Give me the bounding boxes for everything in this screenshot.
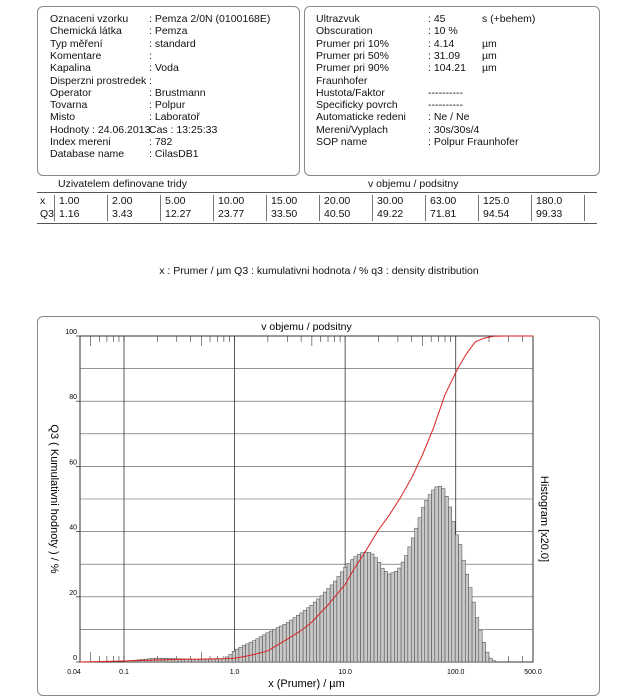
info-label: Hodnoty : 24.06.2013 xyxy=(50,123,151,136)
info-unit: µm xyxy=(482,62,497,75)
table-divider xyxy=(160,195,161,221)
table-divider xyxy=(425,195,426,221)
histogram-bar xyxy=(317,599,320,662)
info-label: Tovarna xyxy=(50,99,88,112)
histogram-bar xyxy=(448,507,451,662)
table-cell-q3: 3.43 xyxy=(112,208,133,220)
table-cell-q3: 94.54 xyxy=(483,208,510,220)
info-value: : xyxy=(149,49,152,62)
info-label: Prumer pri 50% xyxy=(316,49,389,62)
table-cell-x: 125.0 xyxy=(483,195,510,207)
info-value: : CilasDB1 xyxy=(149,148,199,161)
histogram-bar xyxy=(489,658,492,662)
histogram-bar xyxy=(354,557,357,662)
histogram-bar xyxy=(374,557,377,662)
chart-title: v objemu / podsitny xyxy=(261,321,352,333)
table-cell-q3: 71.81 xyxy=(430,208,457,220)
info-value: : Polpur xyxy=(149,99,186,112)
histogram-bar xyxy=(452,521,455,662)
info-row xyxy=(316,99,463,112)
histogram-bar xyxy=(337,576,340,662)
info-value: : Pemza xyxy=(149,25,188,38)
x-axis-label: x (Prumer) / µm xyxy=(268,678,345,690)
table-cell-x: 5.00 xyxy=(165,195,186,207)
y-tick-label: 40 xyxy=(69,524,77,532)
info-row xyxy=(316,86,463,99)
histogram-bar xyxy=(367,552,370,662)
info-unit: µm xyxy=(482,49,497,62)
histogram-bar xyxy=(269,631,272,662)
histogram-bar xyxy=(300,613,303,662)
table-cell-q3: 23.77 xyxy=(218,208,245,220)
row-label-x: x xyxy=(40,195,46,207)
table-divider xyxy=(54,195,55,221)
histogram-bar xyxy=(492,661,495,662)
x-tick-label: 1.0 xyxy=(229,669,240,676)
sample-info-panel xyxy=(37,6,300,176)
info-label: Typ měření xyxy=(50,37,103,50)
histogram-bar xyxy=(391,573,394,662)
info-value: ---------- xyxy=(428,99,463,112)
info-unit: µm xyxy=(482,37,497,50)
histogram-bar xyxy=(394,571,397,662)
histogram-bar xyxy=(323,592,326,662)
histogram-bar xyxy=(421,507,424,662)
histogram-bar xyxy=(290,620,293,662)
info-label: Kapalina xyxy=(50,62,91,75)
histogram-bar xyxy=(465,574,468,662)
histogram-bar xyxy=(212,659,215,662)
x-tick-label: 500.0 xyxy=(524,669,542,676)
x-tick-label: 0.1 xyxy=(119,669,129,676)
table-divider xyxy=(213,195,214,221)
y-tick-label: 60 xyxy=(69,459,77,467)
histogram-bar xyxy=(398,568,401,662)
y-tick-label: 100 xyxy=(65,329,77,336)
table-title-left: Uzivatelem definovane tridy xyxy=(58,178,187,190)
table-divider xyxy=(107,195,108,221)
info-row xyxy=(50,37,196,50)
info-row xyxy=(316,37,497,50)
info-value: : 4.14 xyxy=(428,37,455,50)
histogram-bar xyxy=(225,657,228,662)
histogram-bar xyxy=(259,637,262,662)
x-tick-label: 100.0 xyxy=(446,669,465,676)
histogram-bar xyxy=(168,659,171,662)
histogram-bar xyxy=(462,560,465,662)
histogram-bar xyxy=(472,602,475,662)
info-value: : 782 xyxy=(149,136,173,148)
info-value: : 30s/30s/4 xyxy=(428,123,480,136)
info-value: : Laboratoř xyxy=(149,111,200,124)
histogram-bar xyxy=(198,659,201,662)
info-value: : 45 xyxy=(428,13,446,25)
histogram-bar xyxy=(283,624,286,662)
histogram-bar xyxy=(486,652,489,662)
info-value: ---------- xyxy=(428,86,463,99)
table-cell-x: 10.00 xyxy=(218,195,245,207)
table-cell-x: 2.00 xyxy=(112,195,133,207)
histogram-bar xyxy=(442,489,445,662)
table-cell-q3: 49.22 xyxy=(377,208,404,220)
histogram-bar xyxy=(256,639,259,662)
info-label: Komentare xyxy=(50,49,102,62)
table-cell-x: 15.00 xyxy=(271,195,298,207)
info-label: Misto xyxy=(50,111,76,124)
histogram-bar xyxy=(357,554,360,662)
histogram-bar xyxy=(364,552,367,662)
table-divider xyxy=(584,195,585,221)
histogram-bar xyxy=(408,547,411,662)
histogram-bar xyxy=(455,535,458,662)
histogram-bar xyxy=(401,562,404,662)
x-tick-label: 10.0 xyxy=(338,669,352,676)
info-label: Disperzni prostredek xyxy=(50,74,147,87)
info-label: Specificky povrch xyxy=(316,99,398,112)
measurement-info-panel xyxy=(304,6,600,176)
histogram-bar xyxy=(381,568,384,662)
table-title-right: v objemu / podsitny xyxy=(368,178,459,190)
histogram-bar xyxy=(438,486,441,662)
table-divider xyxy=(478,195,479,221)
info-row xyxy=(316,49,497,62)
table-divider xyxy=(266,195,267,221)
chart-legend-text: x : Prumer / µm Q3 : kumulativni hodnota / % q3 : density distribution xyxy=(159,265,479,277)
histogram-bar xyxy=(384,571,387,662)
info-label: Obscuration xyxy=(316,25,373,38)
info-label: Fraunhofer xyxy=(316,74,368,87)
info-row xyxy=(50,111,200,124)
row-label-q3: Q3 xyxy=(40,208,55,220)
histogram-bar xyxy=(475,618,478,662)
y-tick-label: 0 xyxy=(73,655,77,662)
info-label: SOP name xyxy=(316,136,368,148)
table-divider xyxy=(531,195,532,221)
histogram-bar xyxy=(202,659,205,662)
info-label: Chemická látka xyxy=(50,25,122,38)
histogram-bar xyxy=(445,496,448,662)
table-divider xyxy=(372,195,373,221)
histogram-bar xyxy=(263,635,266,662)
info-value: : Pemza 2/0N (0100168E) xyxy=(149,13,271,25)
info-row xyxy=(50,74,152,87)
histogram-bar xyxy=(435,487,438,662)
histogram-bar xyxy=(208,659,211,662)
histogram-bar xyxy=(266,633,269,662)
histogram-bar xyxy=(459,544,462,662)
histogram-bar xyxy=(330,585,333,662)
info-row xyxy=(316,136,519,148)
histogram-bar xyxy=(303,610,306,662)
histogram-bar xyxy=(411,538,414,662)
histogram-bar xyxy=(239,647,242,662)
histogram-bar xyxy=(222,659,225,662)
info-label: Index mereni xyxy=(50,136,111,148)
histogram-bar xyxy=(415,528,418,662)
info-label: Database name xyxy=(50,148,125,161)
info-value: : Brustmann xyxy=(149,86,206,99)
info-label: Oznaceni vzorku xyxy=(50,13,129,25)
histogram-bar xyxy=(404,555,407,662)
histogram-bar xyxy=(340,572,343,662)
histogram-bar xyxy=(482,642,485,662)
histogram-bar xyxy=(286,622,289,662)
info-row xyxy=(316,123,480,136)
info-row xyxy=(316,111,470,124)
histogram-bar xyxy=(432,490,435,662)
info-value: Cas : 13:25:33 xyxy=(149,123,218,136)
size-class-table xyxy=(37,192,597,224)
y-tick-label: 80 xyxy=(69,394,77,402)
histogram-bar xyxy=(296,615,299,662)
info-row xyxy=(50,62,179,75)
histogram-bar xyxy=(479,631,482,662)
histogram-bar xyxy=(428,495,431,662)
histogram-bar xyxy=(293,618,296,662)
histogram-bar xyxy=(371,554,374,662)
info-label: Prumer pri 90% xyxy=(316,62,389,75)
table-cell-q3: 12.27 xyxy=(165,208,192,220)
table-cell-q3: 1.16 xyxy=(59,208,80,220)
table-cell-x: 180.0 xyxy=(536,195,563,207)
y-axis-label: Q3 ( Kumulativni hodnoty ) / % xyxy=(48,424,60,574)
info-row xyxy=(50,25,188,38)
table-cell-q3: 33.50 xyxy=(271,208,298,220)
histogram-bar xyxy=(215,659,218,662)
histogram-bar xyxy=(205,659,208,662)
info-value: : xyxy=(149,74,152,87)
info-value: : 31.09 xyxy=(428,49,461,62)
info-label: Prumer pri 10% xyxy=(316,37,389,50)
histogram-bar xyxy=(388,574,391,662)
histogram-bar xyxy=(334,581,337,662)
table-cell-x: 20.00 xyxy=(324,195,351,207)
info-value: : 104.21 xyxy=(428,62,466,75)
histogram-bar xyxy=(469,588,472,662)
histogram-bar xyxy=(320,596,323,662)
histogram-bar xyxy=(242,645,245,662)
info-row xyxy=(50,136,173,148)
x-tick-label: 0.04 xyxy=(67,669,81,676)
info-row xyxy=(316,25,458,38)
table-cell-x: 1.00 xyxy=(59,195,80,207)
histogram-bar xyxy=(219,659,222,662)
chart-frame xyxy=(37,316,600,696)
table-cell-q3: 40.50 xyxy=(324,208,351,220)
distribution-chart xyxy=(38,317,599,695)
y-tick-label: 20 xyxy=(69,589,77,597)
info-row xyxy=(316,13,536,25)
histogram-bar xyxy=(252,641,255,662)
table-cell-q3: 99.33 xyxy=(536,208,563,220)
info-row xyxy=(50,99,186,112)
histogram-bar xyxy=(377,562,380,662)
info-row xyxy=(50,148,199,161)
info-label: Hustota/Faktor xyxy=(316,86,385,99)
histogram-bar xyxy=(232,651,235,662)
info-value: : Polpur Fraunhofer xyxy=(428,136,519,148)
info-value: : Ne / Ne xyxy=(428,111,470,124)
y2-axis-label: Histogram [x20.0] xyxy=(538,475,550,563)
info-row xyxy=(50,123,218,136)
info-label: Operator xyxy=(50,86,92,99)
histogram-bar xyxy=(306,608,309,662)
histogram-bar xyxy=(246,644,249,662)
info-row xyxy=(50,13,271,25)
info-value: : standard xyxy=(149,37,196,50)
histogram-bar xyxy=(313,602,316,662)
info-row xyxy=(50,86,206,99)
table-cell-x: 63.00 xyxy=(430,195,457,207)
info-unit: s (+behem) xyxy=(482,13,536,25)
info-label: Ultrazvuk xyxy=(316,13,360,25)
histogram-bar xyxy=(418,518,421,662)
histogram-bar xyxy=(425,500,428,662)
info-label: Mereni/Vyplach xyxy=(316,123,388,136)
info-row xyxy=(50,49,152,62)
info-row xyxy=(316,75,367,87)
histogram-bar xyxy=(236,649,239,662)
info-value: : 10 % xyxy=(428,25,458,38)
info-value: : Voda xyxy=(149,62,179,75)
histogram-bar xyxy=(249,642,252,662)
histogram-bar xyxy=(310,605,313,662)
histogram-bar xyxy=(327,588,330,662)
table-cell-x: 30.00 xyxy=(377,195,404,207)
histogram-bar xyxy=(195,659,198,662)
info-label: Automaticke redeni xyxy=(316,111,406,124)
histogram-bar xyxy=(361,553,364,662)
table-divider xyxy=(319,195,320,221)
info-row xyxy=(316,62,497,75)
